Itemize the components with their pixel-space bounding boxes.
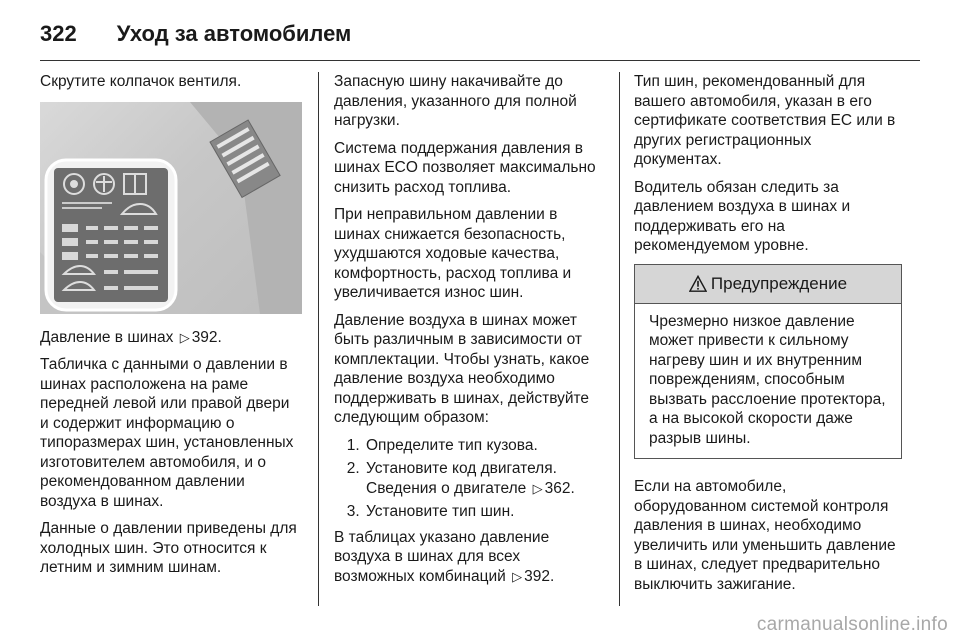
steps-list (334, 436, 602, 522)
column-2 (334, 72, 602, 594)
header-divider (40, 60, 920, 61)
step-item: 1. Определите тип кузова. (364, 436, 602, 456)
page-reference-icon: ▷ (512, 568, 523, 584)
paragraph-label-location: Табличка с данными о давлении в шинах расположена на раме передней левой или правой двери и содержит информацию о типоразмерах шин, установленных изготовителем автомобиля, и о рекомендованном давлении воздуха в шинах. (40, 356, 294, 510)
warning-triangle-icon (689, 275, 707, 293)
page-header (40, 14, 351, 54)
watermark-text: carmanualsonline.info (756, 614, 948, 635)
tire-pressure-label-figure (40, 102, 302, 314)
page-reference-icon: ▷ (179, 329, 190, 345)
column-divider-1 (318, 72, 319, 606)
warning-text: Чрезмерно низкое давление может привести к сильному нагреву шин и их внутренним повреждениям, способным вызвать расслоение протектора, а на высокой скорости даже разрыв шины. (649, 312, 886, 447)
paragraph-spare-tire: Запасную шину накачивайте до давления, указанного для полной нагрузки. (334, 73, 577, 129)
paragraph-tire-pressure-ref: Давление в шинах ▷ 392. (40, 328, 222, 346)
paragraph-monitoring-system: Если на автомобиле, оборудованном системой контроля давления в шинах, необходимо увеличить или уменьшить давление в шинах, следует предварительно выключить зажигание. (634, 478, 896, 593)
paragraph-pressure-varies: Давление воздуха в шинах может быть различным в зависимости от комплектации. Чтобы узнать, какое давление воздуха необходимо поддерживать в шинах, действуйте следующим образом: (334, 311, 590, 426)
page-reference-link[interactable]: 392. (191, 328, 222, 346)
page-number: 322 (40, 21, 77, 46)
page-reference-icon: ▷ (532, 480, 543, 496)
column-3 (634, 72, 902, 602)
column-divider-2 (619, 72, 620, 606)
paragraph-tire-type: Тип шин, рекомендованный для вашего автомобиля, указан в его сертификате соответствия ЕС или в других регистрационных документах. (634, 73, 896, 168)
column-1 (40, 72, 302, 586)
step-item: 3. Установите тип шин. (364, 502, 602, 522)
page-reference-link[interactable]: 362. (544, 479, 575, 497)
paragraph-eco-system: Система поддержания давления в шинах ECO позволяет максимально снизить расход топлива. (334, 139, 596, 196)
warning-title: Предупреждение (710, 273, 848, 293)
warning-header (635, 265, 901, 304)
step-item: 2. Установите код двигателя. Сведения о двигателе ▷ 362. (364, 459, 602, 498)
paragraph-tables-info: В таблицах указано давление воздуха в шинах для всех возможных комбинаций ▷ 392. (334, 528, 555, 585)
warning-box (634, 264, 902, 460)
tire-label-illustration (40, 102, 302, 314)
paragraph-cold-tires: Данные о давлении приведены для холодных шин. Это относится к летним и зимним шинам. (40, 520, 297, 576)
paragraph-driver-duty: Водитель обязан следить за давлением воздуха в шинах и поддерживать его на рекомендуемом уровне. (634, 178, 851, 254)
paragraph-valve-cap: Скрутите колпачок вентиля. (40, 73, 242, 90)
chapter-title: Уход за автомобилем (116, 21, 352, 46)
paragraph-wrong-pressure: При неправильном давлении в шинах снижается безопасность, ухудшаются ходовые качества, комфортность, расход топлива и увеличивается износ шин. (334, 206, 572, 301)
page-reference-link[interactable]: 392. (524, 567, 555, 585)
